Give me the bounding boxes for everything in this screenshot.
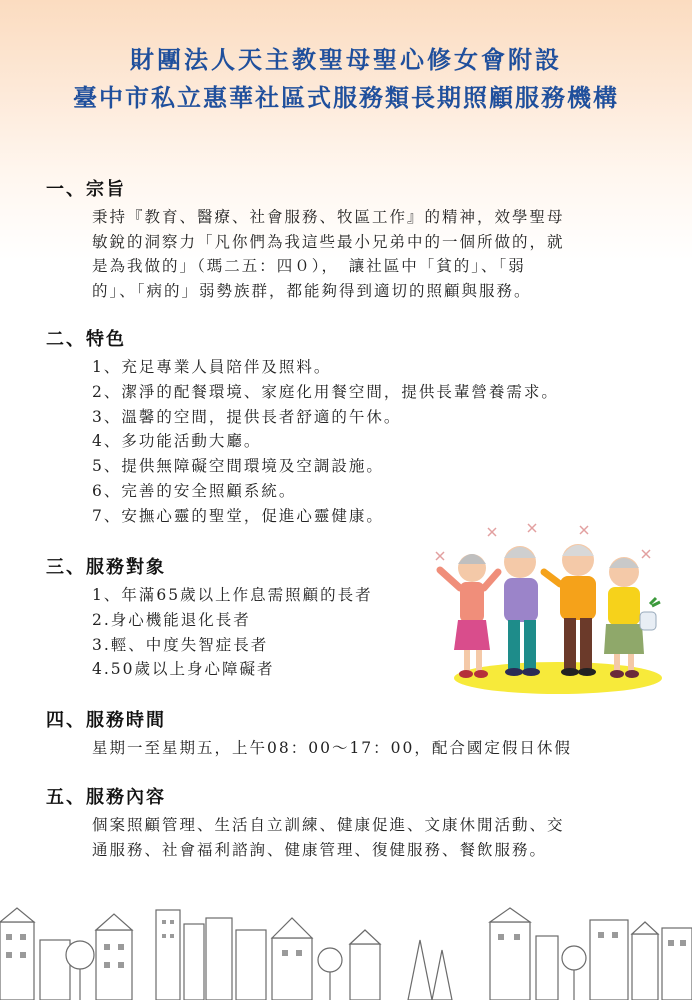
city-skyline-illustration [0, 900, 692, 1000]
targets-list [92, 583, 426, 682]
section-heading: 一、宗旨 [46, 179, 126, 200]
list-item: 5、提供無障礙空間環境及空調設施。 [92, 457, 384, 476]
list-item: 4、多功能活動大廳。 [92, 432, 262, 451]
section-heading: 五、服務內容 [46, 787, 166, 808]
content-line: 通服務、社會福利諮詢、健康管理、復健服務、餐飲服務。 [92, 840, 548, 859]
section-content [46, 783, 666, 862]
section-purpose [46, 175, 666, 303]
purpose-line: 敏銳的洞察力「凡你們為我這些最小兄弟中的一個所做的，就 [92, 232, 565, 251]
section-targets [46, 553, 426, 682]
section-heading: 四、服務時間 [46, 710, 166, 731]
list-item: 6、完善的安全照顧系統。 [92, 481, 297, 500]
list-item: 2、潔淨的配餐環境、家庭化用餐空間，提供長輩營養需求。 [92, 382, 559, 401]
list-item: 7、安撫心靈的聖堂，促進心靈健康。 [92, 506, 384, 525]
list-item: 1、年滿65歲以上作息需照顧的長者 [92, 586, 373, 604]
purpose-line: 秉持『教育、醫療、社會服務、牧區工作』的精神，效學聖母 [92, 208, 565, 226]
purpose-text [92, 205, 666, 303]
content-line: 個案照顧管理、生活自立訓練、健康促進、文康休閒活動、交 [92, 816, 565, 834]
list-item: 4.50歲以上身心障礙者 [92, 660, 275, 679]
section-heading: 三、服務對象 [46, 557, 166, 578]
list-item: 3、溫馨的空間，提供長者舒適的午休。 [92, 407, 402, 426]
content-text [92, 813, 666, 862]
elderly-group-illustration [428, 520, 663, 695]
page-title-line1: 財團法人天主教聖母聖心修女會附設 [130, 45, 562, 74]
section-heading: 二、特色 [46, 329, 126, 350]
list-item: 1、充足專業人員陪伴及照料。 [92, 358, 332, 376]
list-item: 2.身心機能退化長者 [92, 610, 251, 629]
section-features [46, 325, 666, 529]
section-hours [46, 706, 666, 761]
purpose-line: 的」、「病的」弱勢族群，都能夠得到適切的照顧與服務。 [92, 281, 532, 300]
elderly-man-orange [544, 544, 596, 676]
hours-text: 星期一至星期五，上午08：00～17：00，配合國定假日休假 [92, 739, 572, 757]
page-title-line2: 臺中市私立惠華社區式服務類長期照顧服務機構 [73, 83, 619, 112]
elderly-woman-pink [440, 554, 498, 678]
list-item: 3.輕、中度失智症長者 [92, 635, 269, 654]
features-list [92, 355, 666, 529]
elderly-man-purple [504, 546, 540, 676]
purpose-line: 是為我做的」（瑪二五：四０）， 讓社區中「貧的」、「弱 [92, 257, 526, 275]
elderly-woman-yellow [604, 557, 660, 678]
